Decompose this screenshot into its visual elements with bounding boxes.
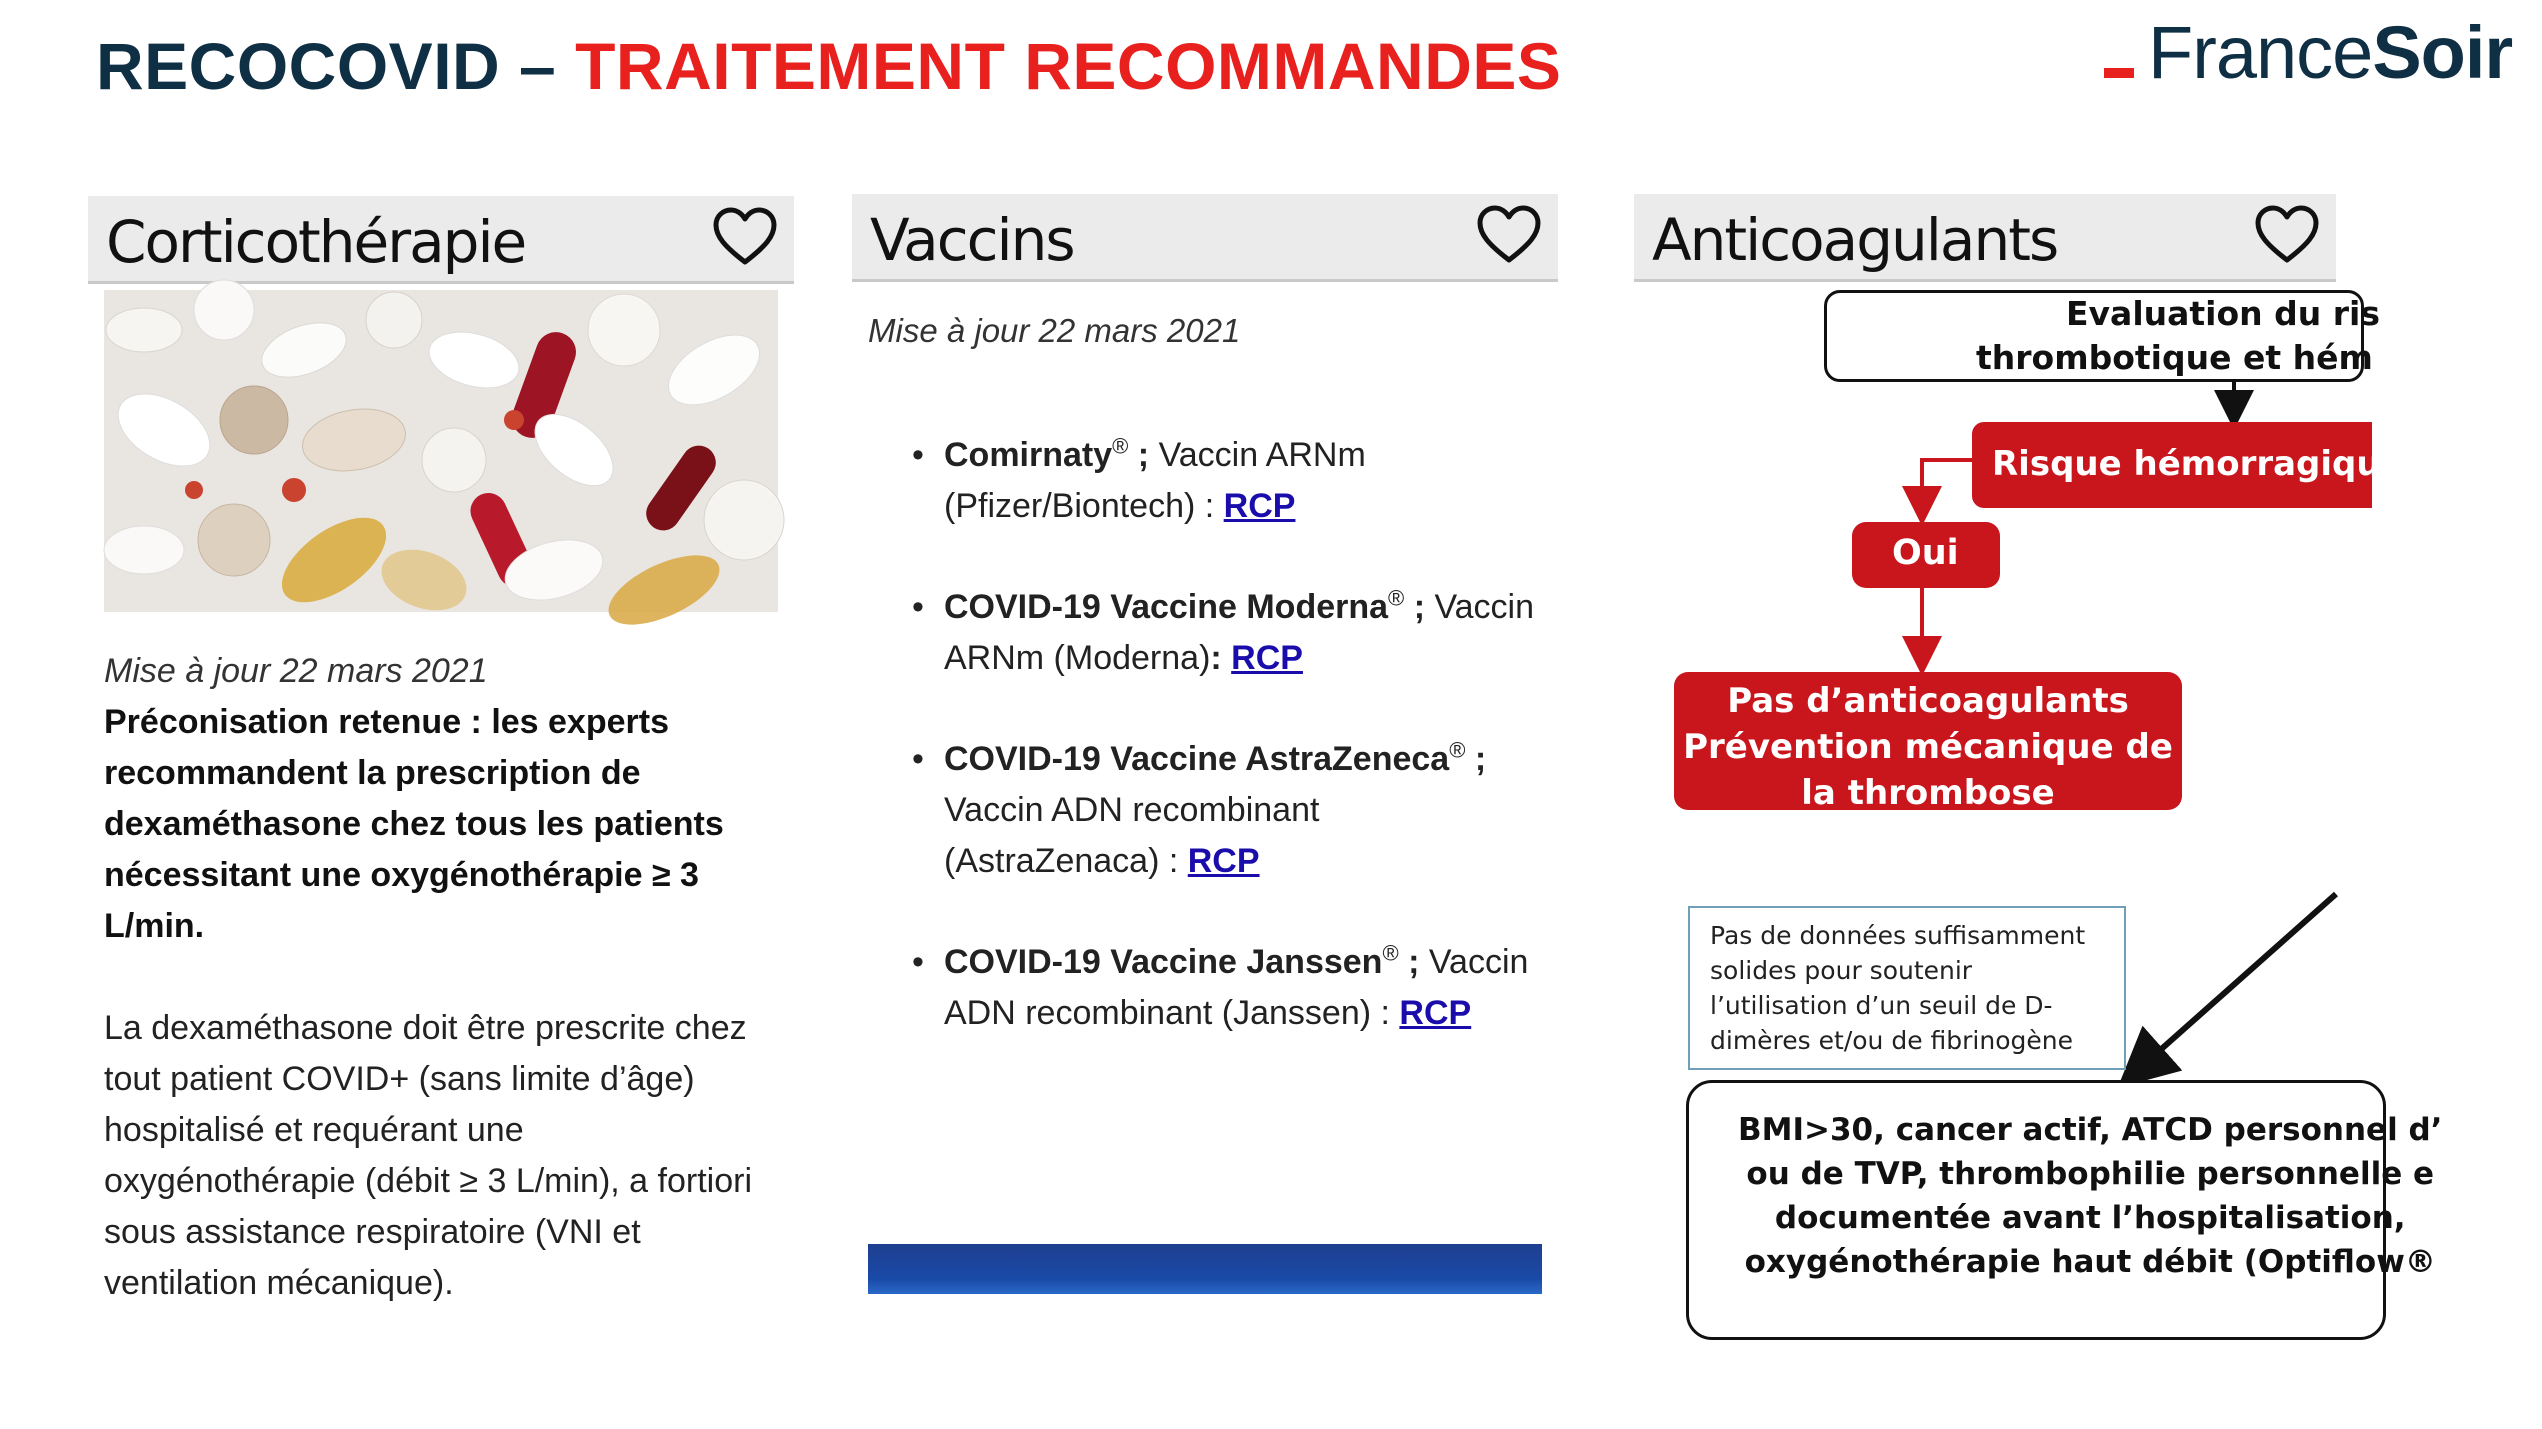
- heart-icon[interactable]: [2254, 204, 2320, 266]
- bmi-line: BMI>30, cancer actif, ATCD personnel d’: [1738, 1112, 2443, 1148]
- rcp-link[interactable]: RCP: [1187, 842, 1260, 880]
- panel-vaccins: [852, 194, 1558, 1294]
- recommendation-line: nécessitant une oxygénothérapie ≥ 3 L/min.: [104, 856, 699, 945]
- panel-header-anticoagulants[interactable]: [1634, 194, 2336, 282]
- panel-title: Corticothérapie: [106, 208, 526, 276]
- evaluation-line: thrombotique et hém: [1976, 338, 2373, 377]
- panel-header-corticotherapie[interactable]: [88, 196, 794, 284]
- no-anticoagulant-line: la thrombose: [1801, 773, 2055, 813]
- rcp-link[interactable]: RCP: [1231, 639, 1303, 677]
- panel-title: Anticoagulants: [1652, 206, 2058, 274]
- registered-mark: ®: [1449, 737, 1466, 763]
- corticotherapie-text: [104, 646, 794, 1309]
- separator: ;: [1404, 588, 1426, 626]
- vaccine-list: [868, 430, 1548, 1089]
- bmi-line: documentée avant l’hospitalisation,: [1774, 1200, 2406, 1236]
- vaccine-name: Comirnaty: [944, 436, 1113, 474]
- list-item: [868, 937, 1548, 1039]
- risk-label: Risque hémorragique: [1992, 444, 2404, 484]
- bmi-line: ou de TVP, thrombophilie personnelle e: [1746, 1156, 2435, 1192]
- body-line: ventilation mécanique).: [104, 1264, 454, 1302]
- pills-photo: [104, 290, 778, 612]
- yes-label: Oui: [1892, 533, 1959, 573]
- vaccine-desc: ADN recombinant (Janssen) :: [944, 994, 1400, 1032]
- logo-dash: [2104, 68, 2134, 78]
- note-line: dimères et/ou de fibrinogène: [1710, 1026, 2073, 1055]
- vaccine-desc: Vaccin ADN recombinant: [944, 791, 1320, 829]
- note-line: solides pour soutenir: [1710, 956, 1973, 985]
- bmi-line: oxygénothérapie haut débit (Optiflow®: [1744, 1244, 2436, 1280]
- body-line: oxygénothérapie (débit ≥ 3 L/min), a fortiori: [104, 1162, 752, 1200]
- page-title: [96, 28, 1561, 104]
- panel-title: Vaccins: [870, 206, 1074, 274]
- pills-illustration: [104, 290, 778, 612]
- recommendation-line: Préconisation retenue : les experts: [104, 703, 669, 741]
- body-paragraph: [104, 1003, 794, 1309]
- logo-part-soir: Soir: [2372, 11, 2513, 94]
- registered-mark: ®: [1382, 940, 1399, 966]
- no-anticoagulant-text: [1674, 678, 2182, 816]
- rcp-link[interactable]: RCP: [1223, 487, 1296, 525]
- note-line: Pas de données suffisamment: [1710, 921, 2086, 950]
- page-title-prefix: RECOCOVID –: [96, 29, 576, 103]
- logo-wordmark: [2148, 10, 2512, 95]
- no-anticoagulant-line: Prévention mécanique de: [1683, 727, 2173, 767]
- anticoagulant-flowchart: [1634, 286, 2443, 1294]
- vaccine-desc: Vaccin ARNm: [1149, 436, 1366, 474]
- separator: ;: [1465, 740, 1487, 778]
- registered-mark: ®: [1388, 585, 1405, 611]
- francesoir-logo[interactable]: [2100, 12, 2530, 92]
- heart-icon[interactable]: [1476, 204, 1542, 266]
- note-line: l’utilisation d’un seuil de D-: [1710, 991, 2053, 1020]
- registered-mark: ®: [1112, 433, 1129, 459]
- body-line: tout patient COVID+ (sans limite d’âge): [104, 1060, 695, 1098]
- panel-anticoagulants: [1634, 194, 2443, 1294]
- blue-banner: [868, 1244, 1542, 1294]
- body-line: La dexaméthasone doit être prescrite chez: [104, 1009, 747, 1047]
- logo-part-france: France: [2148, 11, 2373, 94]
- note-text: [1710, 918, 2085, 1058]
- panel-corticotherapie: [88, 196, 794, 1302]
- bmi-text: [1738, 1108, 2442, 1284]
- no-anticoagulant-line: Pas d’anticoagulants: [1727, 681, 2129, 721]
- heart-icon[interactable]: [712, 206, 778, 268]
- vaccine-name: COVID-19 Vaccine Janssen: [944, 943, 1383, 981]
- vaccine-desc: Vaccin: [1419, 943, 1529, 981]
- vaccine-name: COVID-19 Vaccine Moderna: [944, 588, 1389, 626]
- update-date: Mise à jour 22 mars 2021: [868, 312, 1241, 349]
- list-item: [868, 582, 1548, 684]
- list-item: [868, 430, 1548, 532]
- vaccine-desc: (Pfizer/Biontech) :: [944, 487, 1224, 525]
- vaccine-name: COVID-19 Vaccine AstraZeneca: [944, 740, 1450, 778]
- vaccine-desc: Vaccin: [1425, 588, 1535, 626]
- separator: ;: [1128, 436, 1150, 474]
- rcp-link[interactable]: RCP: [1399, 994, 1472, 1032]
- panel-header-vaccins[interactable]: [852, 194, 1558, 282]
- page-title-highlight: TRAITEMENT RECOMMANDES: [575, 29, 1562, 103]
- update-date: Mise à jour 22 mars 2021: [104, 652, 488, 690]
- vaccine-desc: (AstraZenaca) :: [944, 842, 1188, 880]
- list-item: [868, 734, 1548, 887]
- separator: ;: [1398, 943, 1420, 981]
- recommendation-line: dexaméthasone chez tous les patients: [104, 805, 724, 843]
- recommendation: [104, 697, 794, 952]
- vaccine-desc: ARNm (Moderna): [944, 639, 1211, 677]
- evaluation-line: Evaluation du ris: [2066, 294, 2380, 333]
- recommendation-line: recommandent la prescription de: [104, 754, 641, 792]
- body-line: hospitalisé et requérant une: [104, 1111, 524, 1149]
- separator: :: [1210, 639, 1232, 677]
- body-line: sous assistance respiratoire (VNI et: [104, 1213, 641, 1251]
